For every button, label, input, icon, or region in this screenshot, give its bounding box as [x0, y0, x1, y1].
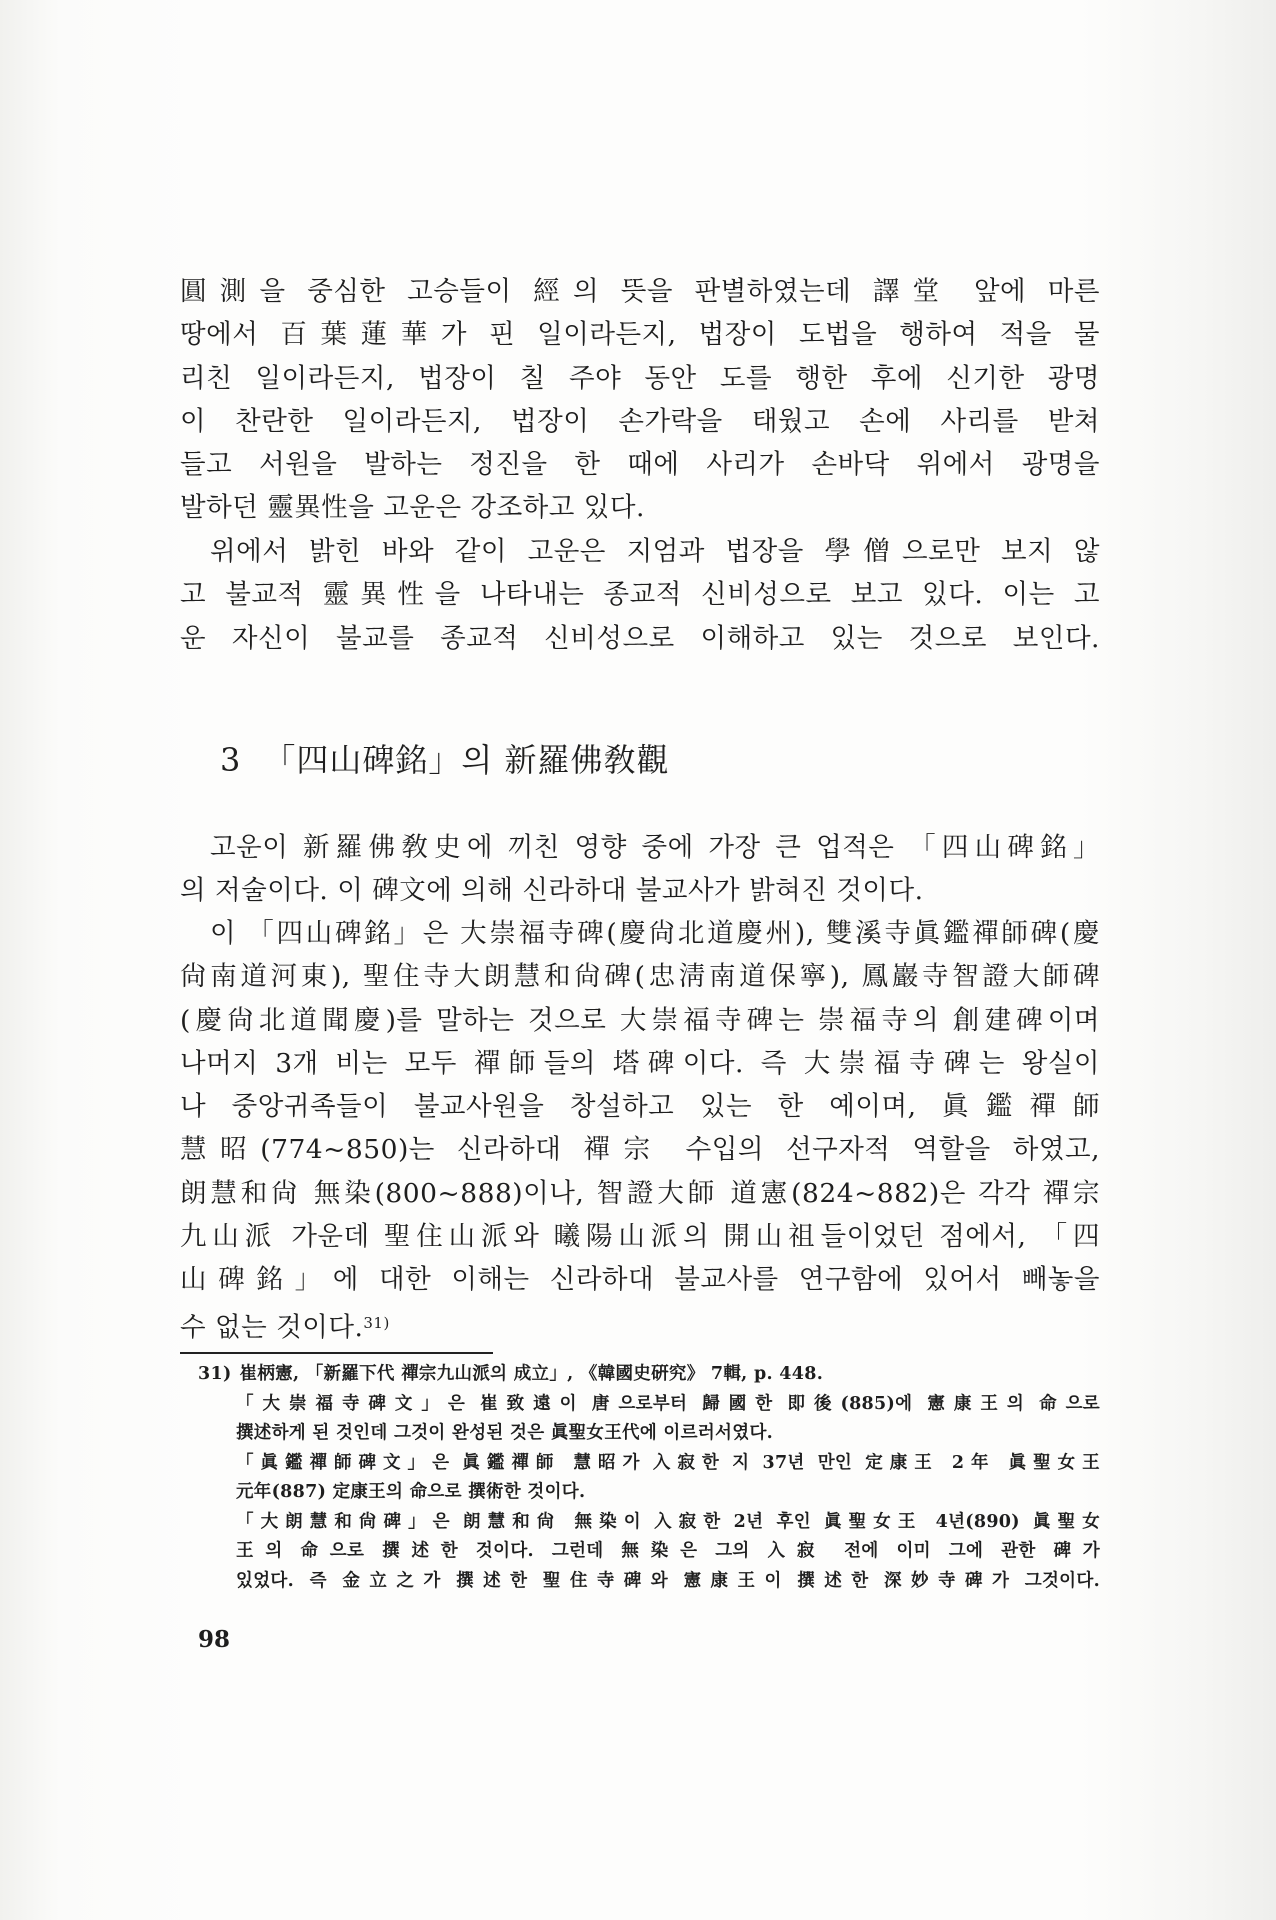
footnote-line: 「眞鑑禪師碑文」은 眞鑑禪師 慧昭가 入寂한 지 37년 만인 定康王 2年 眞聖女王: [236, 1452, 1100, 1473]
text-line: 들고 서원을 발하는 정진을 한 때에 사리가 손바닥 위에서 광명을: [180, 449, 1100, 481]
text-line: 山碑銘」에 대한 이해는 신라하대 불교사를 연구함에 있어서 빼놓을: [180, 1264, 1100, 1296]
section-heading: [220, 735, 669, 781]
text-line-content: 수 없는 것이다.: [180, 1311, 364, 1343]
text-line: 나머지 3개 비는 모두 禪師들의 塔碑이다. 즉 大崇福寺碑는 왕실이: [180, 1047, 1100, 1079]
text-line: 尙南道河東), 聖住寺大朗慧和尙碑(忠淸南道保寧), 鳳巖寺智證大師碑: [180, 961, 1100, 993]
text-line: 의 저술이다. 이 碑文에 의해 신라하대 불교사가 밝혀진 것이다.: [180, 875, 924, 907]
footnote-line: 王의 命으로 撰述한 것이다. 그런데 無染은 그의 入寂 전에 이미 그에 관한 碑가: [236, 1541, 1100, 1561]
footnote-citation: 崔柄憲, 「新羅下代 禪宗九山派의 成立」, 《韓國史硏究》 7輯, p. 448.: [239, 1364, 824, 1384]
footnotes: [198, 1360, 1100, 1596]
text-line: 운 자신이 불교를 종교적 신비성으로 이해하고 있는 것으로 보인다.: [180, 622, 1100, 654]
text-line: 이 찬란한 일이라든지, 법장이 손가락을 태웠고 손에 사리를 받쳐: [180, 405, 1100, 437]
footnote-line: 「大崇福寺碑文」은 崔致遠이 唐으로부터 歸國한 即後(885)에 憲康王의 命으로: [236, 1393, 1100, 1414]
text-line: 慧昭(774~850)는 신라하대 禪宗 수입의 선구자적 역할을 하였고,: [180, 1134, 1100, 1166]
text-line: 九山派 가운데 聖住山派와 曦陽山派의 開山祖들이었던 점에서, 「四: [180, 1221, 1100, 1253]
text-line: 땅에서 百葉蓮華가 핀 일이라든지, 법장이 도법을 행하여 적을 물: [180, 319, 1100, 351]
text-line: 위에서 밝힌 바와 같이 고운은 지엄과 법장을 學僧으로만 보지 않: [210, 536, 1100, 567]
text-line: 이 「四山碑銘」은 大崇福寺碑(慶尙北道慶州), 雙溪寺眞鑑禪師碑(慶: [210, 918, 1100, 949]
text-line: (慶尙北道聞慶)를 말하는 것으로 大崇福寺碑는 崇福寺의 創建碑이며: [180, 1004, 1100, 1036]
footnote-line: 「大朗慧和尙碑」은 朗慧和尙 無染이 入寂한 2년 후인 眞聖女王 4년(890) 眞聖女: [236, 1511, 1100, 1532]
section-paragraph-1: [180, 826, 1100, 913]
section-number: 3: [220, 741, 242, 779]
text-line: 朗慧和尙 無染(800~888)이나, 智證大師 道憲(824~882)은 각각 禪宗: [180, 1177, 1100, 1209]
second-paragraph: [180, 530, 1100, 660]
footnote-marker: 31): [198, 1364, 232, 1384]
section-title: 「四山碑銘」의 新羅佛敎觀: [263, 741, 670, 779]
text-line: 나 중앙귀족들이 불교사원을 창설하고 있는 한 예이며, 眞鑑禪師: [180, 1091, 1100, 1123]
text-line: 고운이 新羅佛敎史에 끼친 영향 중에 가장 큰 업적은 「四山碑銘」: [210, 832, 1100, 863]
footnote-line: [198, 1360, 1100, 1390]
footnote-line: 撰述하게 된 것인데 그것이 완성된 것은 眞聖女王代에 이르러서였다.: [236, 1423, 774, 1443]
section-paragraph-2: [180, 912, 1100, 1349]
footnote-reference: 31): [363, 1313, 390, 1332]
text-line: 발하던 靈異性을 고운은 강조하고 있다.: [180, 492, 645, 524]
text-line: 圓測을 중심한 고승들이 經의 뜻을 판별하였는데 譯堂 앞에 마른: [180, 276, 1100, 307]
top-paragraph: [180, 270, 1100, 530]
footnote-divider: [180, 1352, 493, 1354]
footnote-line: 元年(887) 定康王의 命으로 撰術한 것이다.: [236, 1482, 586, 1502]
page-number: 98: [198, 1626, 231, 1653]
text-line: [180, 1302, 1100, 1349]
footnote-line: 있었다. 즉 金立之가 撰述한 聖住寺碑와 憲康王이 撰述한 深妙寺碑가 그것이다.: [236, 1570, 1100, 1591]
text-line: 리친 일이라든지, 법장이 칠 주야 동안 도를 행한 후에 신기한 광명: [180, 362, 1100, 394]
text-line: 고 불교적 靈異性을 나타내는 종교적 신비성으로 보고 있다. 이는 고: [180, 579, 1100, 611]
